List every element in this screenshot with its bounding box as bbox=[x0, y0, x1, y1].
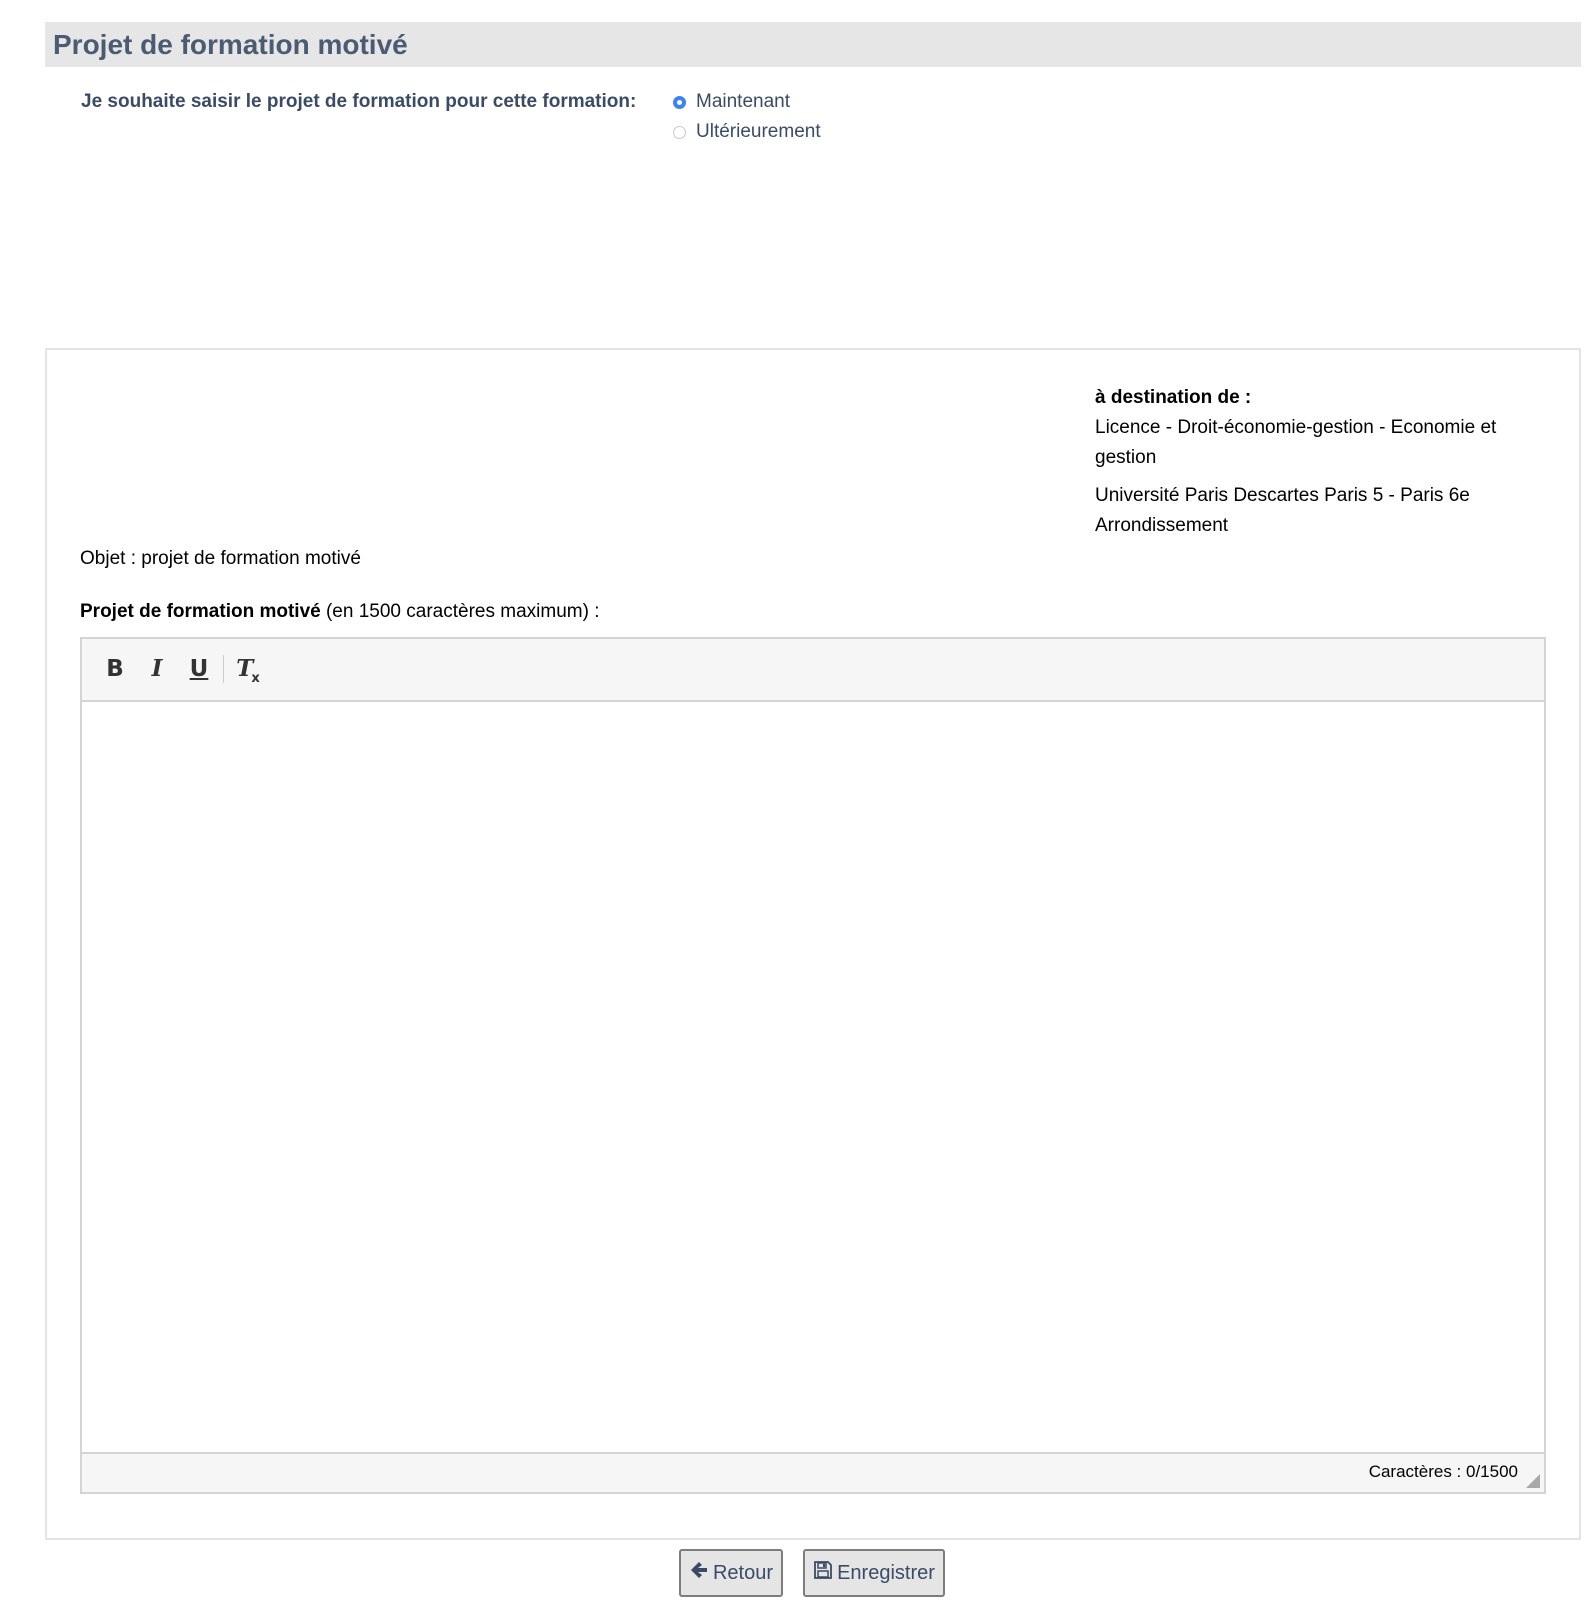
rich-text-editor bbox=[80, 637, 1546, 1494]
floppy-disk-icon bbox=[813, 1560, 833, 1586]
back-button[interactable] bbox=[679, 1549, 783, 1597]
clear-format-x: x bbox=[251, 671, 260, 686]
destination-title: à destination de : bbox=[1095, 387, 1252, 408]
back-button-label: Retour bbox=[712, 1561, 774, 1584]
editor-status-bar bbox=[82, 1452, 1544, 1492]
resize-handle-icon[interactable] bbox=[1526, 1474, 1540, 1488]
editor-text-area[interactable] bbox=[82, 702, 1544, 1454]
arrow-left-icon bbox=[689, 1560, 709, 1586]
destination-formation: Licence - Droit-économie-gestion - Economie et gestion bbox=[1095, 417, 1497, 468]
radio-unchecked-icon[interactable] bbox=[673, 126, 686, 139]
radio-label-maintenant[interactable]: Maintenant bbox=[696, 91, 791, 112]
clear-format-glyph: T bbox=[236, 655, 254, 682]
radio-label-ulterieurement[interactable]: Ultérieurement bbox=[696, 121, 821, 142]
entry-choice-radio-group bbox=[673, 87, 821, 147]
toolbar-separator bbox=[223, 655, 224, 683]
editor-label bbox=[80, 601, 599, 623]
letter-subject: Objet : projet de formation motivé bbox=[80, 548, 361, 569]
underline-icon[interactable]: U bbox=[189, 656, 209, 682]
character-count: Caractères : 0/1500 bbox=[1368, 1462, 1518, 1481]
destination-etablissement: Université Paris Descartes Paris 5 - Paris 6e Arrondissement bbox=[1095, 485, 1470, 536]
save-button-label: Enregistrer bbox=[837, 1561, 935, 1584]
editor-label-title: Projet de formation motivé bbox=[80, 601, 321, 622]
editor-label-hint: (en 1500 caractères maximum) : bbox=[320, 601, 600, 622]
save-button[interactable] bbox=[803, 1549, 945, 1597]
section-header bbox=[45, 22, 1581, 67]
radio-option-maintenant[interactable] bbox=[673, 87, 821, 117]
clear-format-icon[interactable] bbox=[233, 653, 265, 685]
entry-choice-label: Je souhaite saisir le projet de formation pour cette formation: bbox=[81, 91, 637, 112]
italic-icon[interactable]: I bbox=[151, 655, 163, 682]
section-title: Projet de formation motivé bbox=[53, 29, 408, 60]
radio-option-ulterieurement[interactable] bbox=[673, 117, 821, 147]
radio-checked-icon[interactable] bbox=[673, 96, 686, 109]
destination-block bbox=[1095, 383, 1545, 549]
bold-icon[interactable]: B bbox=[106, 656, 124, 682]
editor-toolbar bbox=[82, 639, 1544, 702]
